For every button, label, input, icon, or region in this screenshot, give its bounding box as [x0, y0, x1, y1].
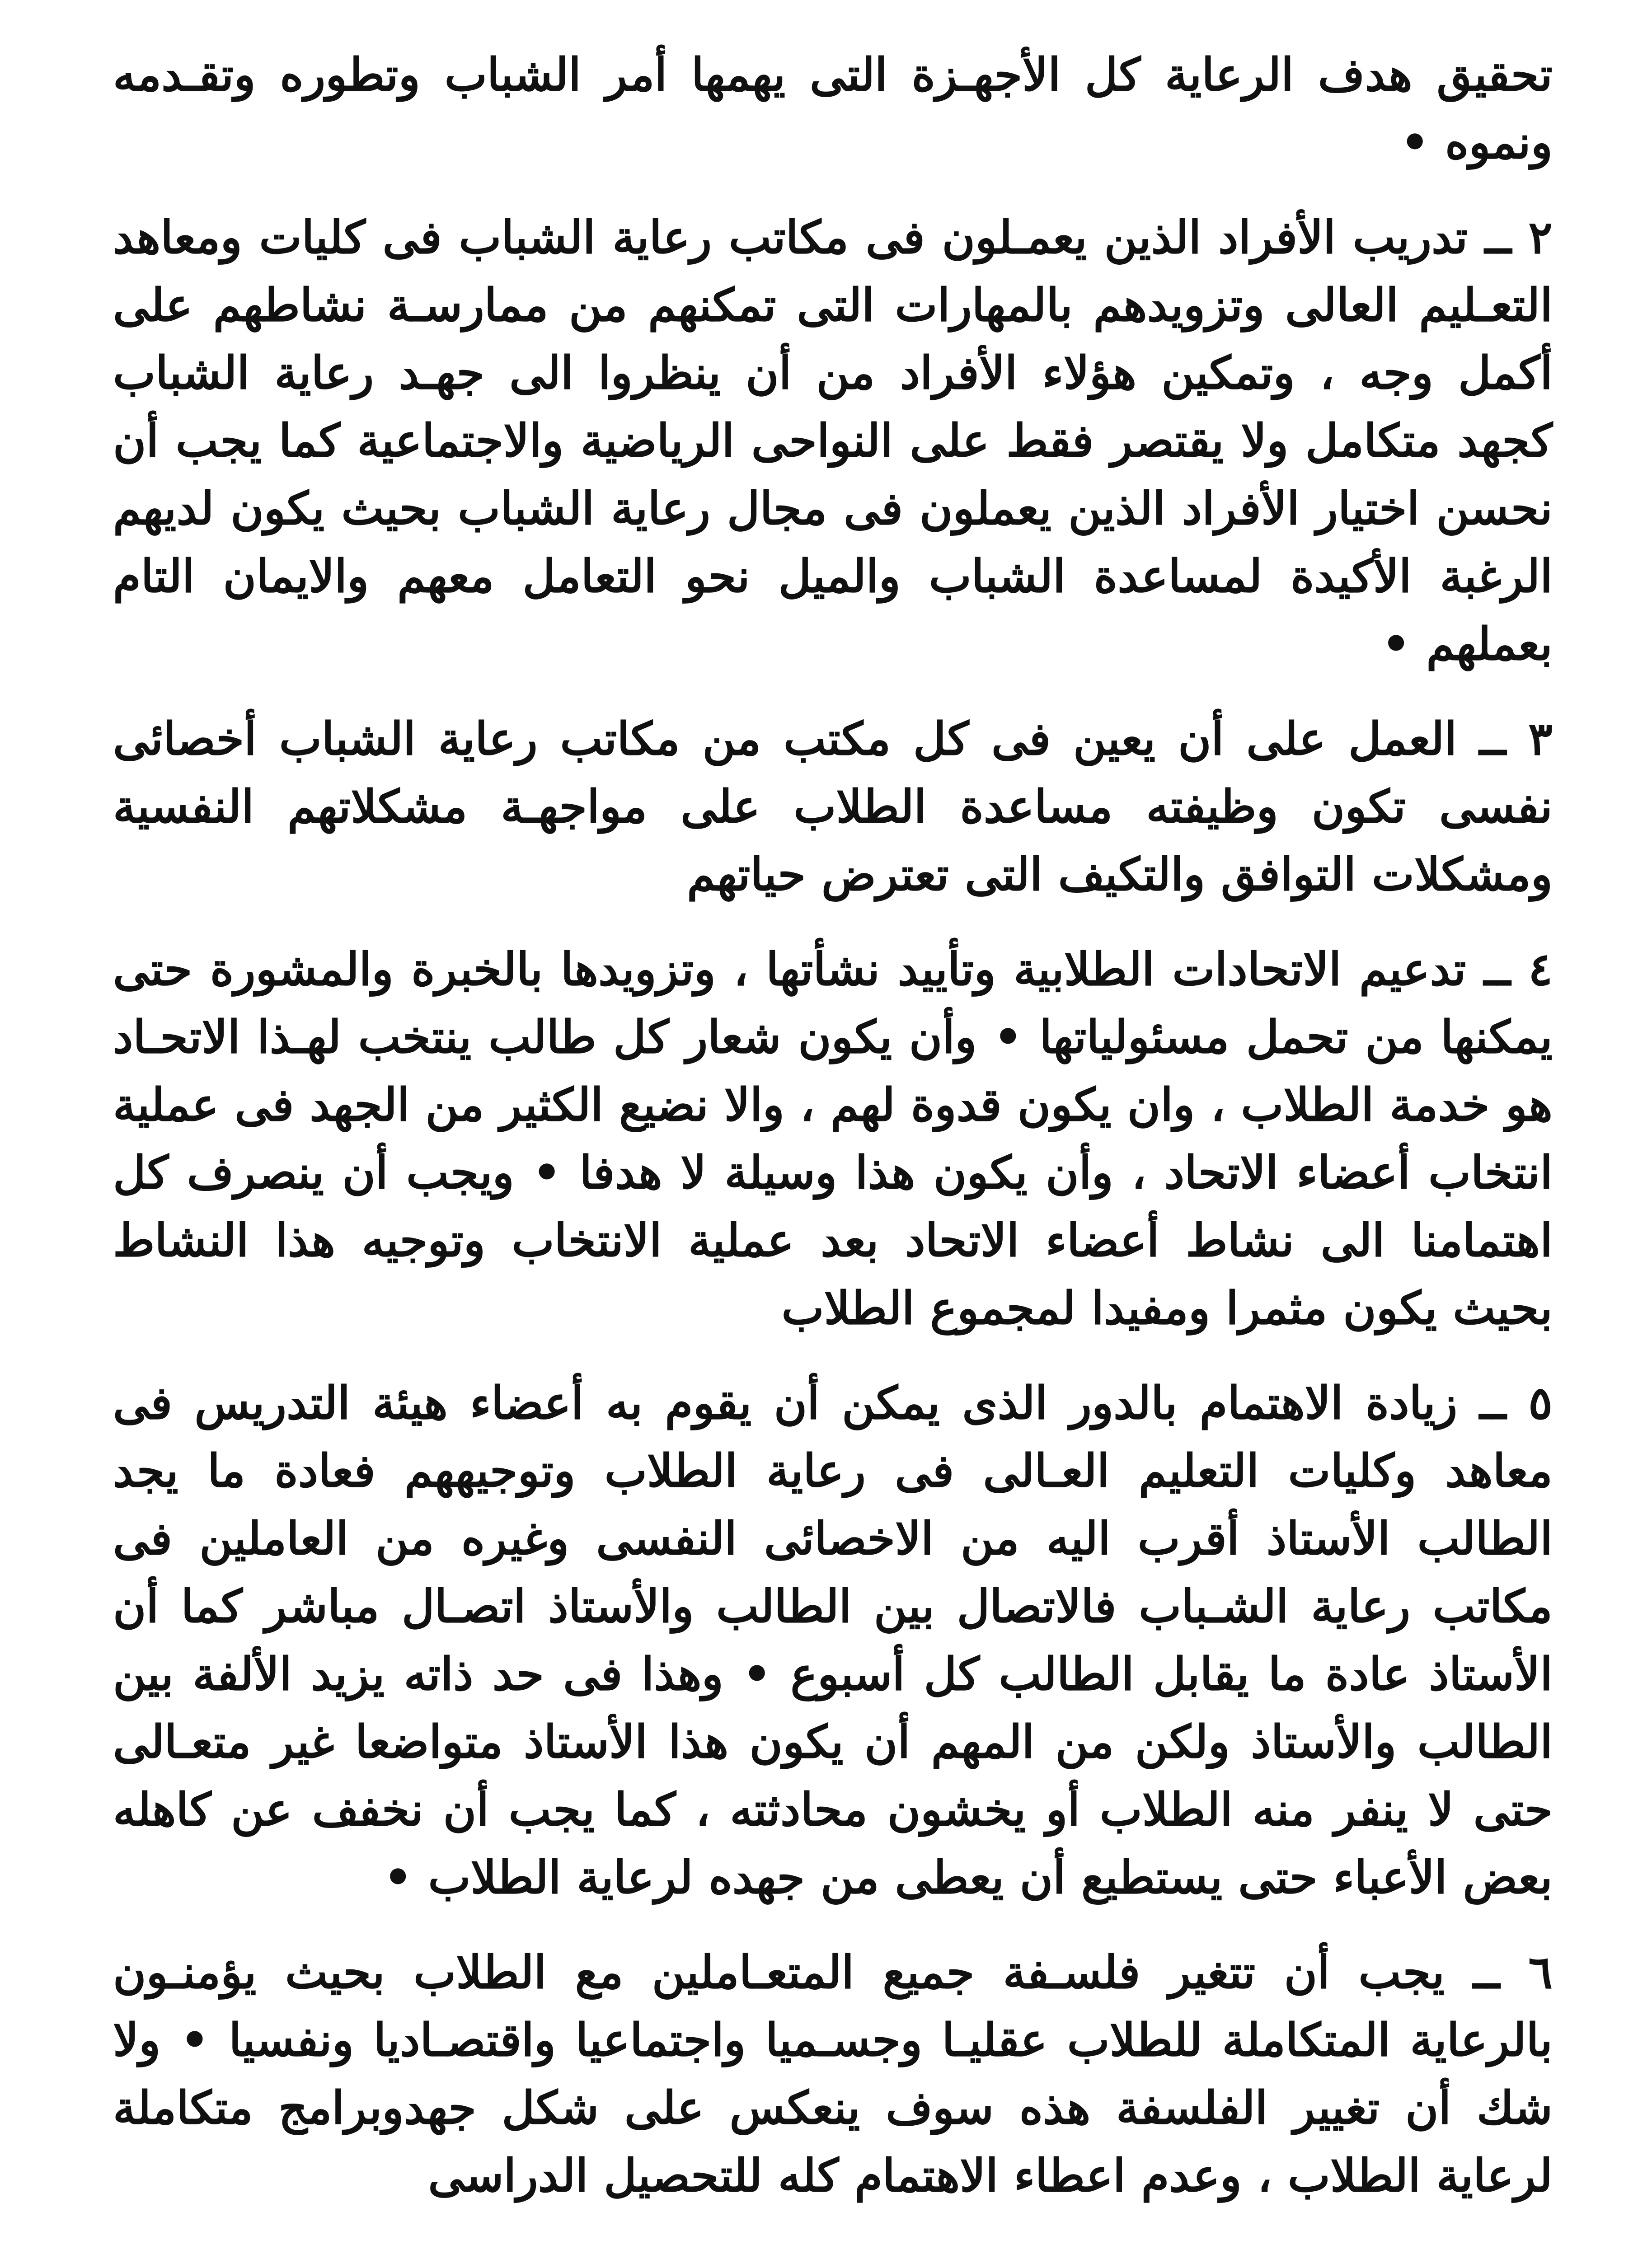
paragraph-item-6: ٦ ــ يجب أن تتغير فلسـفة جميع المتعـاملين مع الطلاب بحيث يؤمنـون بالرعاية المتكاملة للطلاب عقليـا وجسـميا واجتماعيا واقتصـاديا ونفسيا • ولا شك أن تغيير الفلسفة هذه سوف ينعكس على شكل جهدوبرامج متكاملة لرعاية الطلاب ، وعدم اعطاء الاهتمام كله للتحصيل الدراسى — [113, 1945, 1553, 2202]
body-text — [113, 41, 1553, 2209]
paragraph-item-2: ٢ ــ تدريب الأفراد الذين يعمـلون فى مكاتب رعاية الشباب فى كليات ومعاهد التعـليم العالى وتزويدهم بالمهارات التى تمكنهم من ممارسـة نشاطهم على أكمل وجه ، وتمكين هؤلاء الأفراد من أن ينظروا الى جهـد رعاية الشباب كجهد متكامل ولا يقتصر فقط على النواحى الرياضية والاجتماعية كما يجب أن نحسن اختيار الأفراد الذين يعملون فى مجال رعاية الشباب بحيث يكون لديهم الرغبة الأكيدة لمساعدة الشباب والميل نحو التعامل معهم والايمان التام بعملهم • — [113, 211, 1553, 670]
paragraph-item-3: ٣ ــ العمل على أن يعين فى كل مكتب من مكاتب رعاية الشباب أخصائى نفسى تكون وظيفته مساعدة الطلاب على مواجهـة مشكلاتهم النفسية ومشكلات التوافق والتكيف التى تعترض حياتهم — [113, 712, 1553, 901]
paragraph-intro-continuation: تحقيق هدف الرعاية كل الأجهـزة التى يهمها أمر الشباب وتطوره وتقـدمه ونموه • — [113, 48, 1553, 169]
paragraph-item-4: ٤ ــ تدعيم الاتحادات الطلابية وتأييد نشأتها ، وتزويدها بالخبرة والمشورة حتى يمكنها من تحمل مسئولياتها • وأن يكون شعار كل طالب ينتخب لهـذا الاتحـاد هو خدمة الطلاب ، وان يكون قدوة لهم ، والا نضيع الكثير من الجهد فى عملية انتخاب أعضاء الاتحاد ، وأن يكون هذا وسيلة لا هدفا • ويجب أن ينصرف كل اهتمامنا الى نشاط أعضاء الاتحاد بعد عملية الانتخاب وتوجيه هذا النشاط بحيث يكون مثمرا ومفيدا لمجموع الطلاب — [113, 942, 1553, 1335]
paragraph-item-5: ٥ ــ زيادة الاهتمام بالدور الذى يمكن أن يقوم به أعضاء هيئة التدريس فى معاهد وكليات التعليم العـالى فى رعاية الطلاب وتوجيههم فعادة ما يجد الطالب الأستاذ أقرب اليه من الاخصائى النفسى وغيره من العاملين فى مكاتب رعاية الشـباب فالاتصال بين الطالب والأستاذ اتصـال مباشر كما أن الأستاذ عادة ما يقابل الطالب كل أسبوع • وهذا فى حد ذاته يزيد الألفة بين الطالب والأستاذ ولكن من المهم أن يكون هذا الأستاذ متواضعا غير متعـالى حتى لا ينفر منه الطلاب أو يخشون محادثته ، كما يجب أن نخفف عن كاهله بعض الأعباء حتى يستطيع أن يعطى من جهده لرعاية الطلاب • — [113, 1376, 1553, 1904]
